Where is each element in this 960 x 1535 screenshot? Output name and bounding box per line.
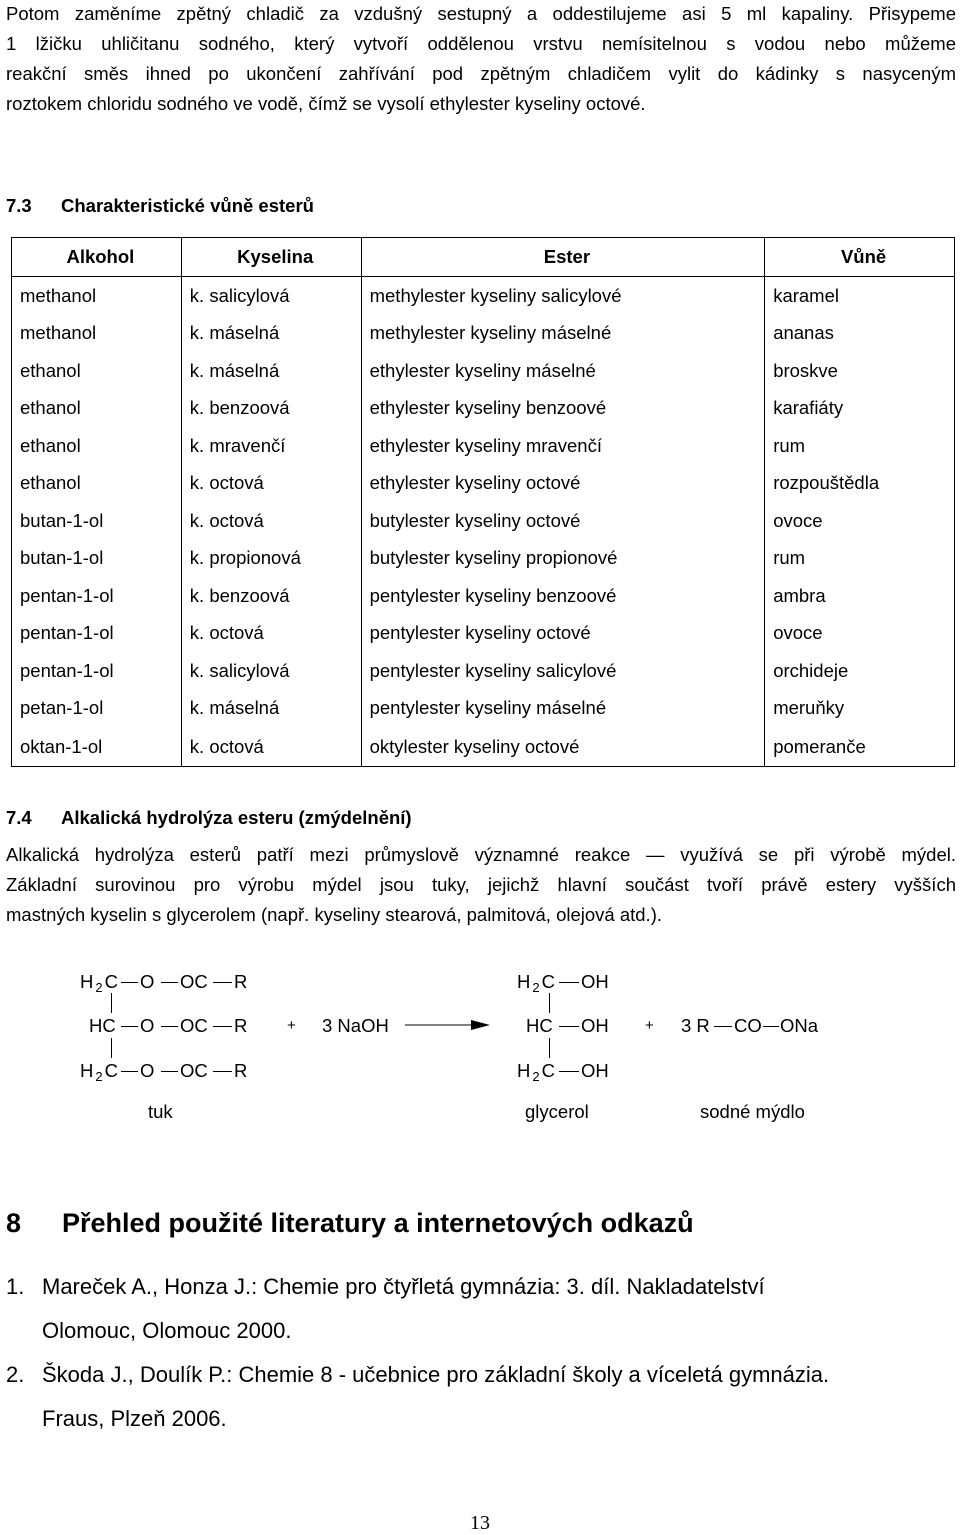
intro-line: Potom zaměníme zpětný chladič za vzdušný sestupný a oddestilujeme asi 5 ml kapaliny. Přisypeme [6, 3, 956, 24]
formula-h2c: H $_2$ C [80, 971, 118, 995]
cell-alkohol: butan-1-ol [12, 540, 182, 578]
cell-ester: methylester kyseliny salicylové [361, 277, 765, 315]
cell-alkohol: pentan-1-ol [12, 652, 182, 690]
reference-number: 1. [6, 1274, 25, 1299]
section-7-4-heading [6, 807, 412, 829]
cell-kyselina: k. octová [181, 615, 361, 653]
cell-alkohol: methanol [12, 277, 182, 315]
cell-vune: rum [765, 540, 955, 578]
cell-vune: ovoce [765, 615, 955, 653]
cell-vune: orchideje [765, 652, 955, 690]
cell-ester: pentylester kyseliny salicylové [361, 652, 765, 690]
formula-oh: OH [581, 1015, 609, 1036]
cell-vune: ovoce [765, 502, 955, 540]
table-row [12, 727, 955, 767]
cell-ester: oktylester kyseliny octové [361, 727, 765, 767]
bond-line [161, 1026, 178, 1027]
reaction-arrow-icon [405, 1018, 490, 1032]
table-header-row [12, 238, 955, 277]
cell-kyselina: k. mravenčí [181, 427, 361, 465]
cell-alkohol: ethanol [12, 390, 182, 428]
cell-alkohol: oktan-1-ol [12, 727, 182, 767]
section-title: Přehled použité literatury a internetových odkazů [62, 1208, 694, 1238]
cell-alkohol: pentan-1-ol [12, 615, 182, 653]
cell-kyselina: k. salicylová [181, 652, 361, 690]
section-8-heading [6, 1208, 694, 1239]
page-number: 13 [470, 1512, 490, 1534]
label-tuk: tuk [148, 1101, 173, 1122]
section-number: 8 [6, 1208, 22, 1238]
bond-line [559, 982, 579, 983]
reference-text: Mareček A., Honza J.: Chemie pro čtyřletá gymnázia: 3. díl. Nakladatelství [42, 1274, 765, 1299]
bond-line [121, 1071, 138, 1072]
reference-number: 2. [6, 1362, 25, 1387]
bond-line [559, 1071, 579, 1072]
table-row [12, 315, 955, 353]
bond-line [161, 1071, 178, 1072]
bond-line [111, 993, 112, 1013]
cell-kyselina: k. máselná [181, 690, 361, 728]
cell-kyselina: k. benzoová [181, 390, 361, 428]
formula-hc: HC [526, 1015, 553, 1036]
paragraph-line: mastných kyselin s glycerolem (např. kyseliny stearová, palmitová, olejová atd.). [6, 904, 662, 925]
cell-kyselina: k. máselná [181, 315, 361, 353]
formula-r: R [234, 1015, 248, 1036]
cell-ester: pentylester kyseliny máselné [361, 690, 765, 728]
cell-ester: ethylester kyseliny máselné [361, 352, 765, 390]
cell-vune: meruňky [765, 690, 955, 728]
section-number: 7.3 [6, 195, 32, 216]
formula-o: O [140, 1060, 155, 1081]
section-number: 7.4 [6, 807, 32, 828]
cell-vune: broskve [765, 352, 955, 390]
cell-alkohol: pentan-1-ol [12, 577, 182, 615]
bond-line [714, 1026, 732, 1027]
formula-oc: OC [180, 1015, 208, 1036]
plus-sign: + [287, 1017, 296, 1034]
reference-text-cont: Olomouc, Olomouc 2000. [42, 1318, 292, 1343]
intro-line: roztokem chloridu sodného ve vodě, čímž se vysolí ethylester kyseliny octové. [6, 93, 646, 114]
plus-sign: + [645, 1017, 654, 1034]
cell-vune: ananas [765, 315, 955, 353]
table-row [12, 465, 955, 503]
formula-r: R [234, 971, 248, 992]
formula-ona: ONa [780, 1015, 819, 1036]
cell-alkohol: ethanol [12, 352, 182, 390]
reference-text-cont: Fraus, Plzeň 2006. [42, 1406, 227, 1431]
bond-line [559, 1026, 579, 1027]
cell-ester: butylester kyseliny propionové [361, 540, 765, 578]
table-row [12, 690, 955, 728]
formula-oh: OH [581, 971, 609, 992]
formula-h2c: H $_2$ C [80, 1060, 118, 1084]
table-row [12, 427, 955, 465]
section-title: Alkalická hydrolýza esteru (zmýdelnění) [61, 807, 412, 828]
bond-line [161, 982, 178, 983]
cell-ester: pentylester kyseliny octové [361, 615, 765, 653]
intro-line: 1 lžičku uhličitanu sodného, který vytvoří oddělenou vrstvu nemísitelnou s vodou nebo můžeme [6, 33, 956, 54]
reference-text: Škoda J., Doulík P.: Chemie 8 - učebnice pro základní školy a víceletá gymnázia. [42, 1362, 830, 1387]
header-ester: Ester [361, 238, 765, 277]
table-row [12, 540, 955, 578]
cell-ester: pentylester kyseliny benzoové [361, 577, 765, 615]
cell-kyselina: k. salicylová [181, 277, 361, 315]
cell-vune: karafiáty [765, 390, 955, 428]
table-row [12, 502, 955, 540]
bond-line [549, 1038, 550, 1058]
cell-alkohol: petan-1-ol [12, 690, 182, 728]
formula-h2c: H $_2$ C [517, 971, 555, 995]
intro-line: reakční směs ihned po ukončení zahřívání pod zpětným chladičem vylit do kádinky s nasyceným [6, 63, 956, 84]
cell-vune: pomeranče [765, 727, 955, 767]
intro-paragraph [6, 0, 956, 119]
formula-oc: OC [180, 1060, 208, 1081]
bond-line [213, 1071, 232, 1072]
cell-ester: methylester kyseliny máselné [361, 315, 765, 353]
formula-h2c: H $_2$ C [517, 1060, 555, 1084]
table-row [12, 577, 955, 615]
paragraph-line: Alkalická hydrolýza esterů patří mezi průmyslově významné reakce — využívá se při výrobě mýdel. [6, 844, 956, 865]
formula-oc: OC [180, 971, 208, 992]
cell-vune: rum [765, 427, 955, 465]
saponification-scheme [0, 965, 960, 1135]
table-row [12, 615, 955, 653]
hydrolysis-paragraph [6, 840, 956, 930]
formula-r: R [234, 1060, 248, 1081]
label-mydlo: sodné mýdlo [700, 1101, 805, 1122]
cell-kyselina: k. octová [181, 502, 361, 540]
header-alkohol: Alkohol [12, 238, 182, 277]
cell-ester: ethylester kyseliny mravenčí [361, 427, 765, 465]
cell-ester: butylester kyseliny octové [361, 502, 765, 540]
formula-o: O [140, 971, 155, 992]
naoh-formula: 3 NaOH [322, 1015, 389, 1036]
reference-item [6, 1353, 829, 1441]
label-glycerol: glycerol [525, 1101, 589, 1122]
formula-oh: OH [581, 1060, 609, 1081]
formula-3r: 3 R [681, 1015, 710, 1036]
header-kyselina: Kyselina [181, 238, 361, 277]
bond-line [213, 1026, 232, 1027]
bond-line [763, 1026, 779, 1027]
section-7-3-heading [6, 195, 314, 217]
cell-kyselina: k. máselná [181, 352, 361, 390]
cell-ester: ethylester kyseliny octové [361, 465, 765, 503]
table-row [12, 390, 955, 428]
bond-line [121, 982, 138, 983]
table-row [12, 652, 955, 690]
cell-kyselina: k. octová [181, 465, 361, 503]
cell-kyselina: k. benzoová [181, 577, 361, 615]
table-row [12, 277, 955, 315]
header-vune: Vůně [765, 238, 955, 277]
cell-ester: ethylester kyseliny benzoové [361, 390, 765, 428]
bond-line [213, 982, 232, 983]
cell-alkohol: ethanol [12, 427, 182, 465]
cell-alkohol: butan-1-ol [12, 502, 182, 540]
formula-hc: HC [89, 1015, 116, 1036]
bond-line [549, 993, 550, 1013]
cell-alkohol: methanol [12, 315, 182, 353]
bond-line [121, 1026, 138, 1027]
formula-co: CO [734, 1015, 762, 1036]
cell-alkohol: ethanol [12, 465, 182, 503]
table-row [12, 352, 955, 390]
section-title: Charakteristické vůně esterů [61, 195, 314, 216]
reference-item [6, 1265, 765, 1353]
cell-vune: karamel [765, 277, 955, 315]
cell-kyselina: k. propionová [181, 540, 361, 578]
esters-table [11, 237, 955, 767]
cell-kyselina: k. octová [181, 727, 361, 767]
cell-vune: rozpouštědla [765, 465, 955, 503]
bond-line [111, 1038, 112, 1058]
paragraph-line: Základní surovinou pro výrobu mýdel jsou tuky, jejichž hlavní součást tvoří právě estery vyšších [6, 874, 956, 895]
formula-o: O [140, 1015, 155, 1036]
cell-vune: ambra [765, 577, 955, 615]
